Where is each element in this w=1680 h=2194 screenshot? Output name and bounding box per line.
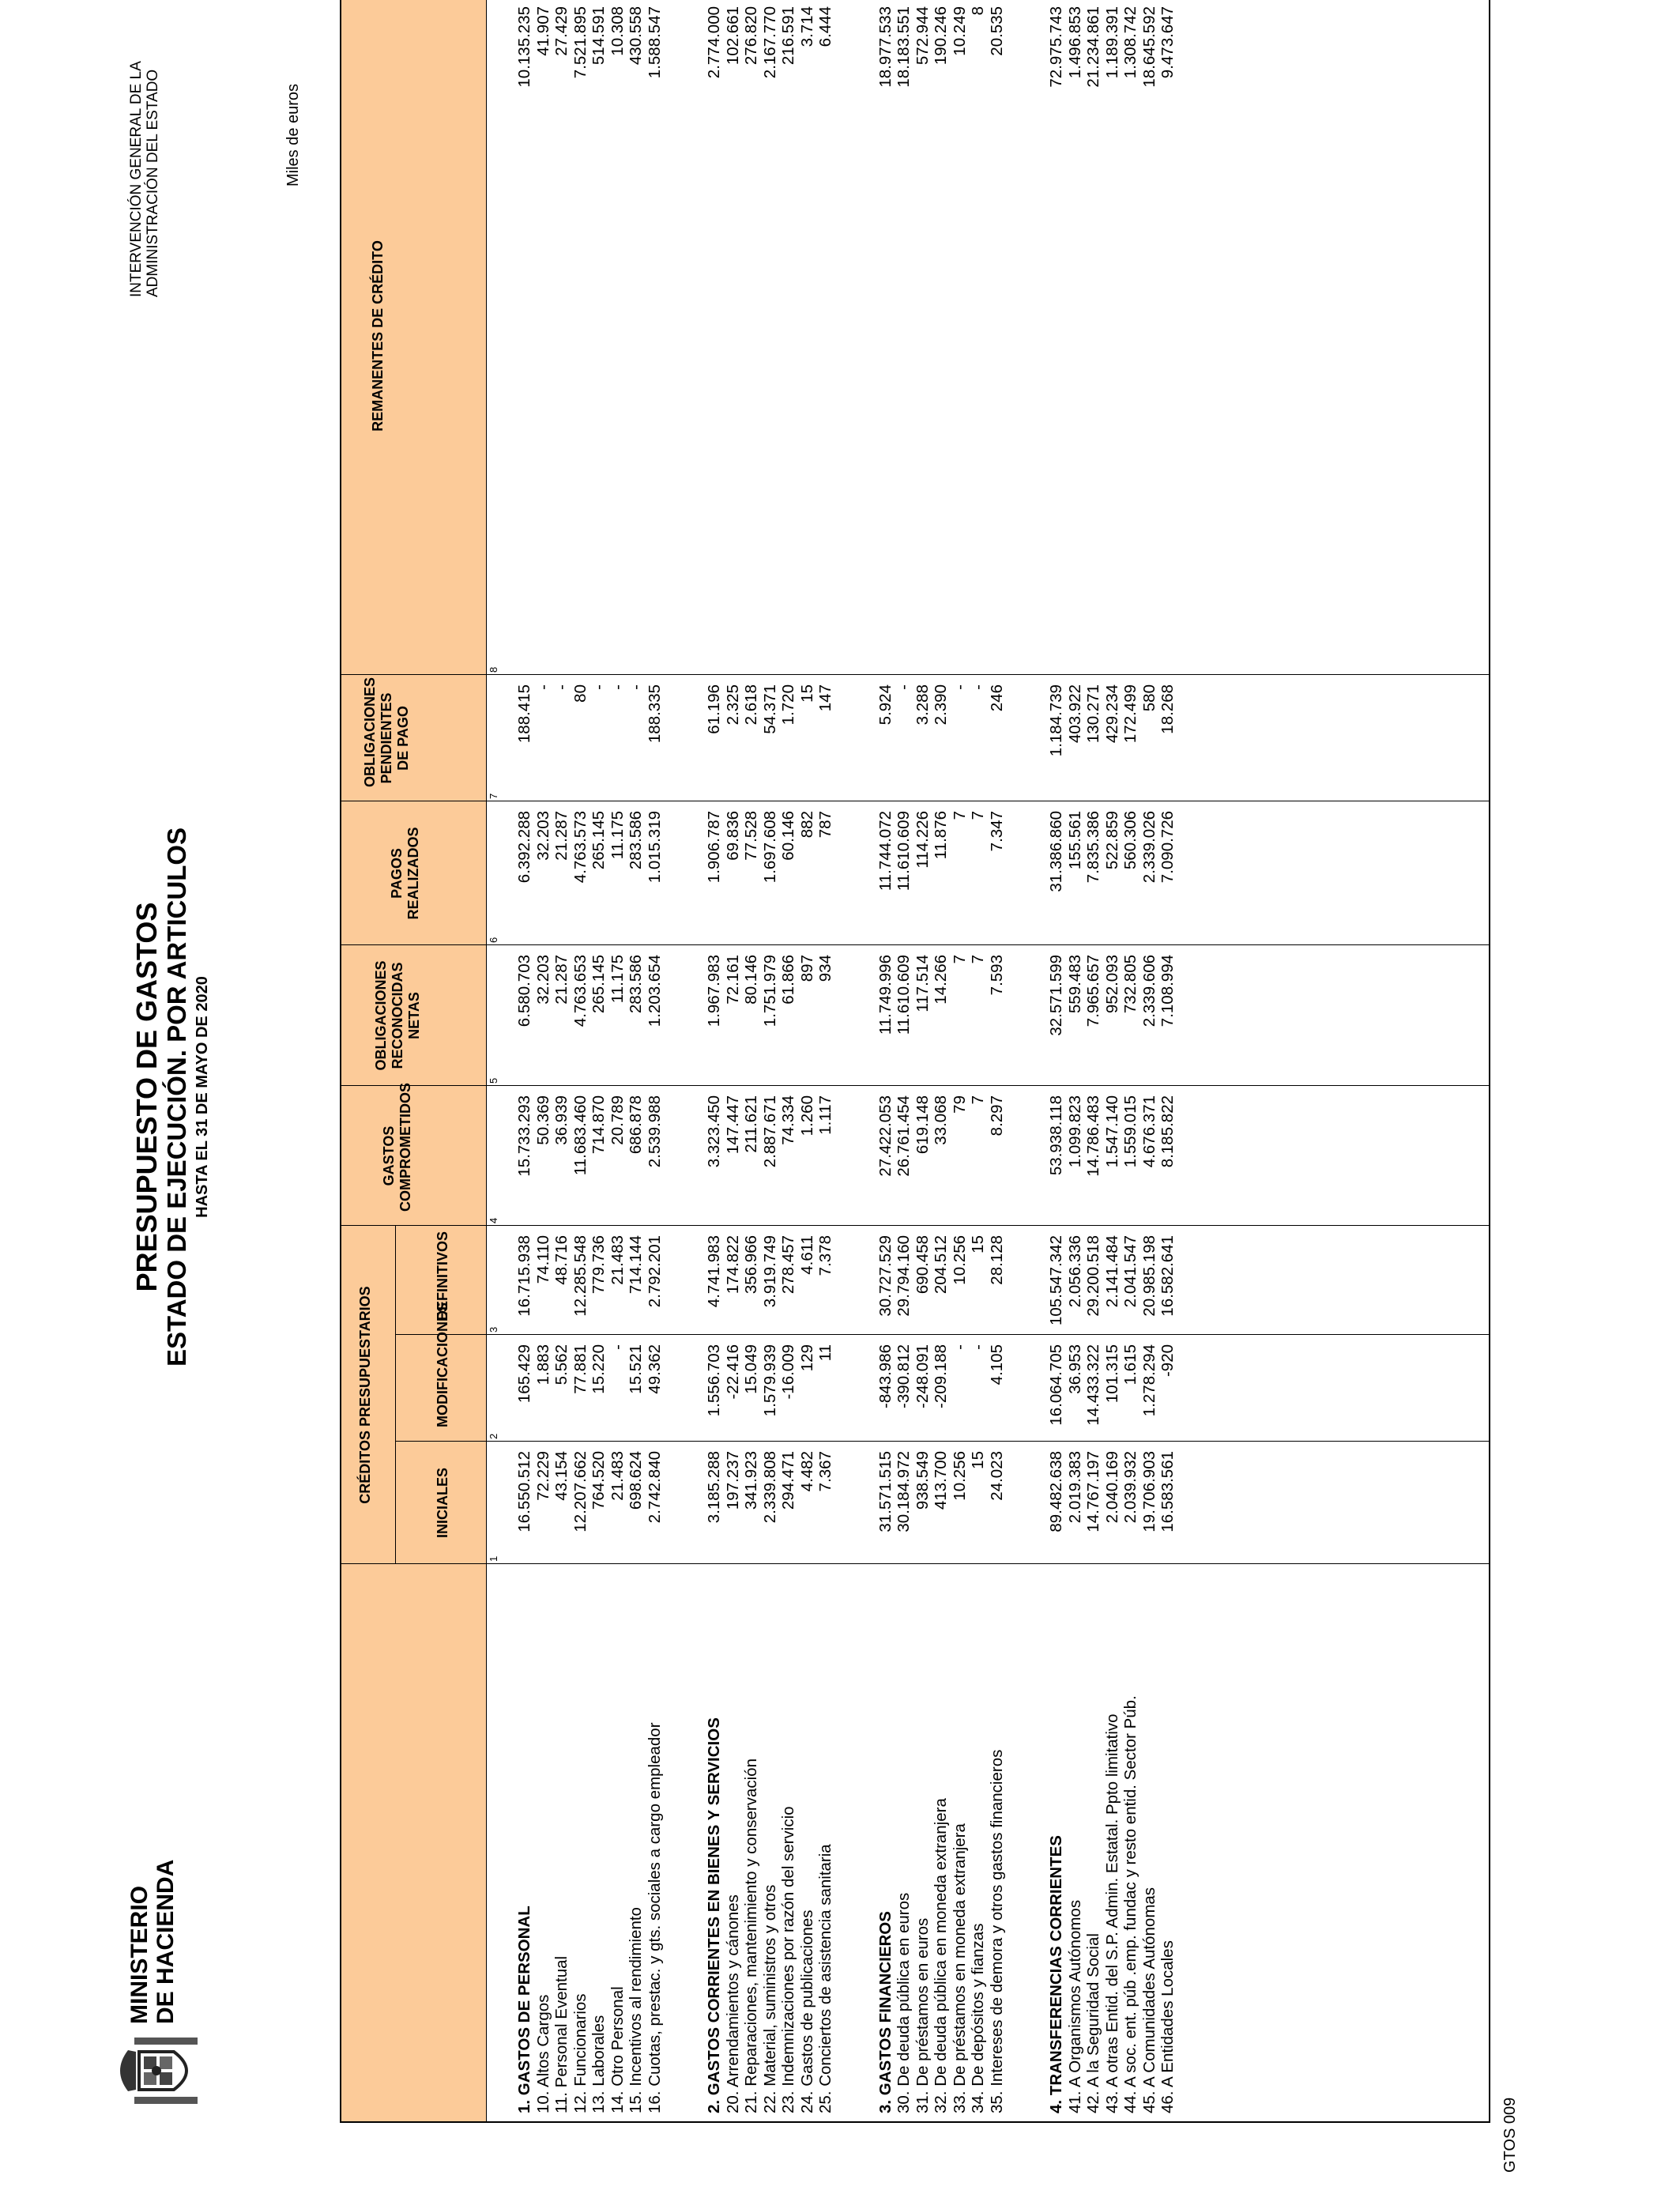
column-number: 5 — [488, 1077, 499, 1084]
table-row-cell: -390.812 — [895, 1344, 913, 1408]
table-row-label: 14. Otro Personal — [608, 1986, 627, 2113]
table-row-cell: 80 — [571, 684, 590, 703]
table-row-label: 46. A Entidades Locales — [1158, 1940, 1177, 2113]
table-row-cell: 15 — [969, 1451, 987, 1469]
table-row-cell: 21.483 — [608, 1235, 627, 1285]
table-row-cell: 188.335 — [645, 684, 664, 744]
table-row-cell: 11.683.460 — [571, 1095, 590, 1176]
table-row-cell: 15.220 — [590, 1344, 608, 1394]
table-row-cell: 7.835.386 — [1084, 811, 1102, 884]
table-row-cell: 74.334 — [779, 1095, 797, 1145]
table-row-cell: -209.188 — [932, 1344, 950, 1408]
table-row-cell: 779.736 — [590, 1235, 608, 1295]
table-row-cell: 20.985.198 — [1139, 1235, 1158, 1317]
table-row-cell: 36.939 — [552, 1095, 571, 1145]
table-row-label: 13. Laborales — [590, 2015, 608, 2113]
table-row-label: 42. A la Seguridad Social — [1084, 1933, 1102, 2113]
table-row-cell: 7 — [969, 1095, 987, 1105]
table-row-cell: 1.189.391 — [1102, 6, 1121, 79]
table-row-cell: 7.108.994 — [1158, 955, 1177, 1027]
table-row-cell: 1.278.294 — [1139, 1344, 1158, 1417]
header-bottom-line — [486, 0, 487, 2121]
table-row-cell: 14.786.483 — [1084, 1095, 1102, 1177]
table-row-cell: 7.367 — [816, 1451, 834, 1492]
table-row-cell: 77.528 — [742, 811, 760, 861]
table-row-cell: 129 — [797, 1344, 816, 1372]
page-subtitle: ESTADO DE EJECUCIÓN. POR ARTICULOS — [162, 827, 191, 1367]
table-row-cell: 18.183.551 — [895, 6, 913, 88]
table-row-cell: 2.792.201 — [645, 1235, 664, 1308]
table-row-cell: 559.483 — [1065, 955, 1084, 1014]
table-row-cell: 15 — [969, 1235, 987, 1253]
section-row-label: 3. GASTOS FINANCIEROS — [876, 1911, 895, 2113]
section-row-cell: 3.323.450 — [705, 1095, 723, 1168]
table-row-cell: 7.521.895 — [571, 6, 590, 79]
table-row-cell: 155.561 — [1065, 811, 1084, 870]
table-row-cell: 28.128 — [987, 1235, 1006, 1285]
table-row-cell: 1.883 — [533, 1344, 552, 1385]
table-row-label: 25. Conciertos de asistencia sanitaria — [816, 1844, 834, 2113]
table-row-cell: 10.256 — [950, 1235, 969, 1285]
table-row-cell: 50.369 — [533, 1095, 552, 1145]
table-row-cell: 6.444 — [816, 6, 834, 47]
section-row-cell: 1.906.787 — [705, 811, 723, 884]
section-row-label: 1. GASTOS DE PERSONAL — [515, 1906, 533, 2113]
table-row-cell: 117.514 — [913, 955, 932, 1012]
table-row-cell: 10.249 — [950, 6, 969, 56]
table-row-label: 24. Gastos de publicaciones — [797, 1909, 816, 2113]
section-row-cell: 6.580.703 — [515, 955, 533, 1027]
table-row-label: 34. De depósitos y fianzas — [969, 1923, 987, 2113]
table-row-cell: 15.049 — [742, 1344, 760, 1394]
table-row-cell: 278.457 — [779, 1235, 797, 1295]
table-row-cell: 4.105 — [987, 1344, 1006, 1385]
section-row-cell: 61.196 — [705, 684, 723, 734]
section-row-cell: 53.938.118 — [1047, 1095, 1065, 1176]
table-row-cell: 7 — [969, 955, 987, 964]
table-row-cell: 2.339.026 — [1139, 811, 1158, 884]
table-row-cell: 29.794.160 — [895, 1235, 913, 1317]
table-row-cell: 2.141.484 — [1102, 1235, 1121, 1308]
table-row-cell: 246 — [987, 684, 1006, 712]
table-row-cell: 61.866 — [779, 955, 797, 1005]
table-row-cell: 9.473.647 — [1158, 6, 1177, 79]
table-row-cell: 2.019.383 — [1065, 1451, 1084, 1524]
table-row-cell: 48.716 — [552, 1235, 571, 1285]
table-row-label: 20. Arrendamientos y cánones — [723, 1894, 742, 2113]
table-row-cell: 7 — [969, 811, 987, 820]
table-row-cell: 74.110 — [533, 1235, 552, 1284]
table-row-cell: - — [590, 684, 608, 690]
table-row-cell: 1.496.853 — [1065, 6, 1084, 79]
table-row-cell: 43.154 — [552, 1451, 571, 1501]
table-row-label: 22. Material, suministros y otros — [760, 1884, 779, 2113]
table-row-cell: 1.260 — [797, 1095, 816, 1137]
table-row-cell: 32.203 — [533, 811, 552, 861]
table-row-label: 10. Altos Cargos — [533, 1994, 552, 2113]
section-row-cell: 16.064.705 — [1047, 1344, 1065, 1426]
table-row-cell: 714.870 — [590, 1095, 608, 1155]
table-row-cell: - — [950, 684, 969, 690]
table-row-cell: 690.458 — [913, 1235, 932, 1295]
table-row-cell: 2.039.932 — [1121, 1451, 1139, 1524]
table-row-cell: 2.041.547 — [1121, 1235, 1139, 1308]
column-header: OBLIGACIONES RECONOCIDAS NETAS — [373, 960, 422, 1071]
table-row-cell: 2.618 — [742, 684, 760, 726]
table-row-cell: 265.145 — [590, 955, 608, 1014]
table-row-cell: 403.922 — [1065, 684, 1084, 744]
table-row-cell: 15 — [797, 684, 816, 703]
table-row-cell: 21.234.861 — [1084, 6, 1102, 88]
table-row-cell: 8.297 — [987, 1095, 1006, 1137]
table-row-cell: 3.288 — [913, 684, 932, 726]
section-row-cell: 3.185.288 — [705, 1451, 723, 1524]
table-row-cell: 33.068 — [932, 1095, 950, 1145]
table-row-cell: 14.767.197 — [1084, 1451, 1102, 1532]
table-row-cell: 20.535 — [987, 6, 1006, 56]
section-row-cell: 16.550.512 — [515, 1451, 533, 1532]
table-row-cell: 11 — [816, 1344, 834, 1362]
column-header: DEFINITIVOS — [435, 1231, 450, 1321]
table-row-cell: 7.378 — [816, 1235, 834, 1276]
table-row-cell: 21.483 — [608, 1451, 627, 1501]
table-row-cell: 172.499 — [1121, 684, 1139, 744]
table-row-cell: 7.090.726 — [1158, 811, 1177, 884]
table-row-cell: 698.624 — [627, 1451, 645, 1510]
table-row-cell: 174.822 — [723, 1235, 742, 1295]
table-row-cell: 686.878 — [627, 1095, 645, 1155]
table-row-cell: 430.558 — [627, 6, 645, 66]
section-row-label: 4. TRANSFERENCIAS CORRIENTES — [1047, 1835, 1065, 2113]
table-row-cell: 560.306 — [1121, 811, 1139, 870]
table-row-cell: 2.339.606 — [1139, 955, 1158, 1027]
table-row-cell: 77.881 — [571, 1344, 590, 1394]
table-row-cell: 7.593 — [987, 955, 1006, 996]
table-row-cell: 5.562 — [552, 1344, 571, 1385]
table-row-cell: 1.697.608 — [760, 811, 779, 884]
section-row-cell: 1.556.703 — [705, 1344, 723, 1417]
section-row-cell: 1.967.983 — [705, 955, 723, 1027]
table-row-label: 12. Funcionarios — [571, 1993, 590, 2113]
table-row-cell: -920 — [1158, 1344, 1177, 1378]
section-row-cell: 31.571.515 — [876, 1451, 895, 1532]
table-row-cell: 4.763.573 — [571, 811, 590, 884]
table-row-cell: -16.009 — [779, 1344, 797, 1400]
table-row-cell: 60.146 — [779, 811, 797, 861]
column-number: 2 — [488, 1433, 499, 1439]
table-row-cell: 572.944 — [913, 6, 932, 66]
column-header: PAGOS REALIZADOS — [389, 827, 421, 920]
table-row-cell: 7.965.657 — [1084, 955, 1102, 1027]
table-row-label: 43. A otras Entid. del S.P. Admin. Estatal. Ppto limitativo — [1102, 1713, 1121, 2113]
table-row-label: 45. A Comunidades Autónomas — [1139, 1887, 1158, 2113]
table-row-cell: 4.763.653 — [571, 955, 590, 1027]
table-row-cell: 2.056.336 — [1065, 1235, 1084, 1308]
table-row-cell: 1.117 — [816, 1095, 834, 1135]
group-header-divider — [395, 1226, 396, 1564]
table-row-label: 31. De préstamos en euros — [913, 1917, 932, 2113]
column-number: 1 — [488, 1555, 499, 1562]
ministry-line-1: MINISTERIO — [126, 1885, 153, 2024]
table-row-cell: 130.271 — [1084, 684, 1102, 744]
table-row-label: 41. A Organismos Autónomos — [1065, 1899, 1084, 2113]
table-row-cell: 10.308 — [608, 6, 627, 56]
table-row-cell: 72.161 — [723, 955, 742, 1005]
table-row-cell: 11.876 — [932, 811, 950, 860]
section-row-cell: 15.733.293 — [515, 1095, 533, 1177]
budget-execution-table — [340, 0, 1490, 2123]
table-row-cell: 3.714 — [797, 6, 816, 47]
table-row-cell: 2.887.671 — [760, 1095, 779, 1168]
table-row-label: 35. Intereses de demora y otros gastos financieros — [987, 1749, 1006, 2113]
table-row-cell: 216.591 — [779, 6, 797, 66]
table-row-cell: 2.040.169 — [1102, 1451, 1121, 1524]
table-row-cell: 413.700 — [932, 1451, 950, 1510]
table-row-cell: 16.583.561 — [1158, 1451, 1177, 1532]
table-row-cell: 1.751.979 — [760, 955, 779, 1027]
table-row-cell: 36.953 — [1065, 1344, 1084, 1394]
table-row-label: 16. Cuotas, prestac. y gts. sociales a cargo empleador — [645, 1722, 664, 2113]
org-line-1: INTERVENCIÓN GENERAL DE LA — [128, 61, 145, 297]
table-row-cell: 69.836 — [723, 811, 742, 861]
table-row-label: 11. Personal Eventual — [552, 1955, 571, 2113]
table-row-cell: 11.175 — [608, 955, 627, 1004]
table-row-cell: 72.229 — [533, 1451, 552, 1501]
table-row-cell: 1.559.015 — [1121, 1095, 1139, 1168]
table-row-cell: 1.720 — [779, 684, 797, 726]
table-row-cell: 1.308.742 — [1121, 6, 1139, 79]
table-row-cell: 1.203.654 — [645, 955, 664, 1027]
table-row-label: 15. Incentivos al rendimiento — [627, 1907, 645, 2113]
table-row-cell: 2.742.840 — [645, 1451, 664, 1524]
section-row-cell: 31.386.860 — [1047, 811, 1065, 892]
section-row-cell: 10.135.235 — [515, 6, 533, 88]
table-row-cell: 16.582.641 — [1158, 1235, 1177, 1317]
table-row-cell: - — [950, 1344, 969, 1350]
section-row-cell: -843.986 — [876, 1344, 895, 1408]
table-row-cell: 4.611 — [797, 1235, 816, 1275]
table-row-label: 44. A soc. ent. púb .emp. fundac y resto entid. Sector Púb. — [1121, 1695, 1139, 2113]
table-row-cell: 8.185.822 — [1158, 1095, 1177, 1168]
table-row-cell: 1.099.823 — [1065, 1095, 1084, 1168]
table-row-cell: 12.207.662 — [571, 1451, 590, 1532]
table-row-cell: 522.859 — [1102, 811, 1121, 870]
table-row-cell: 204.512 — [932, 1235, 950, 1295]
section-row-cell: 11.749.996 — [876, 955, 895, 1035]
table-row-cell: 11.610.609 — [895, 955, 913, 1035]
table-row-cell: 7.347 — [987, 811, 1006, 852]
table-row-cell: 27.429 — [552, 6, 571, 56]
table-row-cell: - — [533, 684, 552, 690]
table-row-cell: 4.482 — [797, 1451, 816, 1492]
table-row-cell: 1.547.140 — [1102, 1095, 1121, 1168]
table-row-cell: 1.615 — [1121, 1344, 1139, 1385]
table-row-cell: 79 — [950, 1095, 969, 1114]
table-row-cell: 211.621 — [742, 1095, 760, 1153]
table-row-cell: 18.645.592 — [1139, 6, 1158, 88]
table-row-cell: 764.520 — [590, 1451, 608, 1510]
table-row-cell: 4.676.371 — [1139, 1095, 1158, 1168]
table-row-cell: - — [608, 1344, 627, 1350]
table-row-cell: 29.200.518 — [1084, 1235, 1102, 1317]
table-row-cell: 356.966 — [742, 1235, 760, 1295]
section-row-cell: 188.415 — [515, 684, 533, 744]
section-row-cell: 18.977.533 — [876, 6, 895, 88]
column-header: OBLIGACIONES PENDIENTES DE PAGO — [362, 677, 411, 787]
ministry-line-2: DE HACIENDA — [153, 1859, 179, 2024]
table-row-cell: 265.145 — [590, 811, 608, 870]
table-row-cell: 580 — [1139, 684, 1158, 712]
section-row-label: 2. GASTOS CORRIENTES EN BIENES Y SERVICIOS — [705, 1717, 723, 2113]
column-header: INICIALES — [435, 1468, 450, 1539]
table-row-cell: 80.146 — [742, 955, 760, 1005]
units-label: Miles de euros — [284, 83, 302, 187]
column-header: GASTOS COMPROMETIDOS — [381, 1082, 413, 1212]
table-row-cell: 12.285.548 — [571, 1235, 590, 1317]
table-row-cell: 21.287 — [552, 811, 571, 861]
section-row-cell: 27.422.053 — [876, 1095, 895, 1177]
table-row-cell: 619.148 — [913, 1095, 932, 1155]
column-number: 8 — [488, 666, 499, 673]
table-row-cell: 14.266 — [932, 955, 950, 1005]
table-row-cell: 190.246 — [932, 6, 950, 66]
table-row-cell: 341.923 — [742, 1451, 760, 1510]
table-row-cell: 102.661 — [723, 6, 742, 66]
table-row-cell: -248.091 — [913, 1344, 932, 1408]
table-row-cell: 276.820 — [742, 6, 760, 66]
table-row-label: 23. Indemnizaciones por razón del servicio — [779, 1806, 797, 2113]
section-row-cell: 30.727.529 — [876, 1235, 895, 1317]
table-row-cell: 10.256 — [950, 1451, 969, 1501]
table-row-cell: 41.907 — [533, 6, 552, 56]
table-row-cell: - — [627, 684, 645, 690]
table-row-cell: 197.237 — [723, 1451, 742, 1510]
group-header-creditos: CRÉDITOS PRESUPUESTARIOS — [357, 1286, 373, 1504]
table-row-cell: 147.447 — [723, 1095, 742, 1155]
table-row-cell: - — [969, 1344, 987, 1350]
table-row-cell: 14.433.322 — [1084, 1344, 1102, 1426]
table-row-cell: 7 — [950, 811, 969, 820]
table-row-label: 21. Reparaciones, mantenimiento y conservación — [742, 1759, 760, 2113]
table-row-cell: 101.315 — [1102, 1344, 1121, 1404]
column-header: REMANENTES DE CRÉDITO — [370, 240, 386, 432]
table-row-cell: 1.588.547 — [645, 6, 664, 79]
section-row-cell: 72.975.743 — [1047, 6, 1065, 88]
table-row-cell: 732.805 — [1121, 955, 1139, 1014]
table-row-cell: 11.175 — [608, 811, 627, 860]
section-row-cell: 105.547.342 — [1047, 1235, 1065, 1326]
table-row-cell: 2.325 — [723, 684, 742, 726]
table-row-label: 32. De deuda pública en moneda extranjera — [932, 1798, 950, 2113]
table-row-cell: 20.789 — [608, 1095, 627, 1145]
section-row-cell: 89.482.638 — [1047, 1451, 1065, 1532]
table-row-cell: 19.706.903 — [1139, 1451, 1158, 1532]
table-row-cell: 30.184.972 — [895, 1451, 913, 1532]
date-line: HASTA EL 31 DE MAYO DE 2020 — [194, 976, 211, 1218]
org-line-2: ADMINISTRACIÓN DEL ESTADO — [145, 69, 161, 297]
table-row-cell: 2.539.988 — [645, 1095, 664, 1168]
table-row-cell: 7 — [950, 955, 969, 964]
table-row-cell: 54.371 — [760, 684, 779, 734]
table-row-label: 30. De deuda pública en euros — [895, 1892, 913, 2113]
table-row-cell: - — [969, 684, 987, 690]
table-row-cell: 24.023 — [987, 1451, 1006, 1501]
section-row-cell: 6.392.288 — [515, 811, 533, 884]
table-row-cell: - — [552, 684, 571, 690]
table-row-cell: 2.390 — [932, 684, 950, 726]
table-row-cell: 114.226 — [913, 811, 932, 869]
table-row-cell: 11.610.609 — [895, 811, 913, 892]
column-number: 3 — [488, 1326, 499, 1333]
table-row-cell: 18.268 — [1158, 684, 1177, 734]
table-row-cell: 787 — [816, 811, 834, 839]
table-row-cell: 3.919.749 — [760, 1235, 779, 1308]
section-row-cell: 2.774.000 — [705, 6, 723, 79]
section-row-cell: 5.924 — [876, 684, 895, 726]
section-row-cell: 1.184.739 — [1047, 684, 1065, 757]
table-row-cell: 147 — [816, 684, 834, 712]
table-row-cell: 21.287 — [552, 955, 571, 1005]
table-row-cell: - — [895, 684, 913, 690]
table-row-cell: 514.591 — [590, 6, 608, 66]
organization-name — [128, 61, 161, 297]
table-row-cell: - — [608, 684, 627, 690]
table-row-cell: 882 — [797, 811, 816, 839]
table-row-cell: 934 — [816, 955, 834, 982]
column-number: 6 — [488, 937, 499, 943]
table-row-cell: 32.203 — [533, 955, 552, 1005]
section-row-cell: 16.715.938 — [515, 1235, 533, 1317]
table-row-cell: 429.234 — [1102, 684, 1121, 744]
table-row-cell: 283.586 — [627, 811, 645, 870]
page-title: PRESUPUESTO DE GASTOS — [130, 902, 163, 1292]
table-row-cell: 283.586 — [627, 955, 645, 1014]
section-row-cell: 11.744.072 — [876, 811, 895, 892]
table-row-cell: -22.416 — [723, 1344, 742, 1400]
section-row-cell: 4.741.983 — [705, 1235, 723, 1308]
section-row-cell: 165.429 — [515, 1344, 533, 1404]
column-header: MODIFICACIONES — [435, 1302, 450, 1427]
column-number: 7 — [488, 793, 499, 799]
table-row-cell: 897 — [797, 955, 816, 982]
table-row-cell: 938.549 — [913, 1451, 932, 1510]
table-row-cell: 1.579.939 — [760, 1344, 779, 1417]
table-row-cell: 294.471 — [779, 1451, 797, 1510]
table-row-cell: 2.339.808 — [760, 1451, 779, 1524]
footer-code: GTOS 009 — [1501, 2097, 1519, 2173]
table-row-cell: 952.093 — [1102, 955, 1121, 1014]
table-row-cell: 714.144 — [627, 1235, 645, 1295]
table-row-cell: 15.521 — [627, 1344, 645, 1394]
table-row-cell: 26.761.454 — [895, 1095, 913, 1177]
table-row-cell: 2.167.770 — [760, 6, 779, 79]
table-row-cell: 1.015.319 — [645, 811, 664, 884]
table-row-cell: 8 — [969, 6, 987, 16]
table-row-cell: 49.362 — [645, 1344, 664, 1394]
column-number: 4 — [488, 1217, 499, 1223]
table-row-label: 33. De préstamos en moneda extranjera — [950, 1823, 969, 2113]
section-row-cell: 32.571.599 — [1047, 955, 1065, 1036]
